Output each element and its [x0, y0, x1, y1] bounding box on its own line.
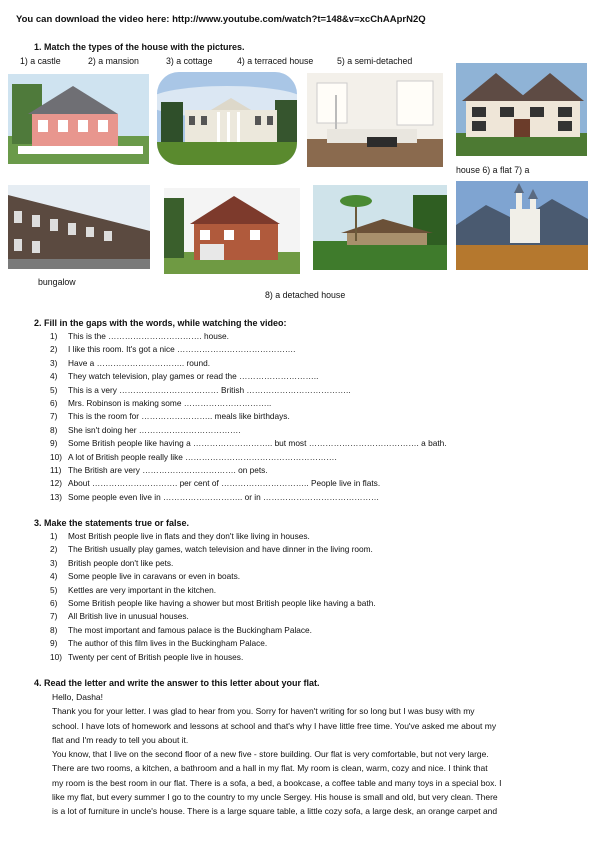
- option-terraced-house: 4) a terraced house: [237, 56, 314, 66]
- list-item: 3) British people don't like pets.: [50, 557, 174, 568]
- letter-line: flat and I'm ready to tell you about it.: [52, 734, 189, 745]
- list-item: 11) The British are very ……………………………. on pets.: [50, 465, 268, 476]
- picture-semi-detached-house: [456, 63, 587, 156]
- option-flat-bungalow-tail: house 6) a flat 7) a: [456, 165, 530, 175]
- list-item: 2) I like this room. It's got a nice …………………………………….: [50, 344, 296, 355]
- option-bungalow: bungalow: [38, 277, 76, 287]
- list-item: 7) All British live in unusual houses.: [50, 611, 189, 622]
- list-item: 3) Have a ………………………….. round.: [50, 357, 211, 368]
- task2-title: 2. Fill in the gaps with the words, while watching the video:: [34, 318, 287, 328]
- picture-flat-interior: [307, 73, 443, 167]
- letter-line: school. I have lots of homework and lessons at school and that's why I have little free time. You've asked me about my: [52, 720, 497, 731]
- task2-list: [50, 330, 447, 504]
- option-detached-house: 8) a detached house: [265, 290, 346, 300]
- picture-bungalow: [313, 185, 447, 270]
- letter-line: You know, that I live on the second floor of a new five - store building. Our flat is very comfortable, but not very large.: [52, 749, 489, 760]
- list-item: 2) The British usually play games, watch television and have dinner in the living room.: [50, 544, 373, 555]
- list-item: 12) About …………………………. per cent of ………………………….. People live in flats.: [50, 478, 381, 489]
- letter-greeting: Hello, Dasha!: [52, 692, 104, 702]
- list-item: 4) They watch television, play games or read the ………………………..: [50, 371, 319, 382]
- list-item: 5) This is a very ……………………………… British ………………………………..: [50, 384, 351, 395]
- list-item: 1) Most British people live in flats and they don't like living in houses.: [50, 531, 310, 541]
- list-item: 9) Some British people like having a ……………………….. but most …………………………………. a bath.: [50, 438, 447, 449]
- task1-title: 1. Match the types of the house with the pictures.: [34, 42, 245, 52]
- picture-castle: [456, 181, 588, 270]
- letter-line: There are two rooms, a kitchen, a bathroom and a hall in my flat. My room is clean, warm, cozy and nice. I think that: [52, 763, 488, 774]
- task3-title: 3. Make the statements true or false.: [34, 518, 190, 528]
- list-item: 8) The most important and famous palace is the Buckingham Palace.: [50, 624, 312, 635]
- list-item: 6) Mrs. Robinson is making some …………………………..: [50, 398, 272, 409]
- option-mansion: 2) a mansion: [88, 56, 139, 66]
- letter-line: my room is the best room in our flat. There is a sofa, a bed, a bookcase, a coffee table and many toys in a special box. I: [52, 777, 502, 788]
- list-item: 10) Twenty per cent of British people live in houses.: [50, 651, 244, 662]
- letter-line: is a lot of furniture in uncle's house. There is a large square table, a little cozy sofa, a large desk, an orange carpet and: [52, 806, 498, 817]
- picture-terraced-houses: [8, 185, 150, 269]
- list-item: 13) Some people even live in ……………………….. or in ……………………………………: [50, 491, 380, 502]
- picture-cottage: [8, 74, 149, 164]
- list-item: 5) Kettles are very important in the kitchen.: [50, 584, 217, 595]
- list-item: 6) Some British people like having a shower but most British people like having a bath.: [50, 598, 376, 609]
- task4-title: 4. Read the letter and write the answer to this letter about your flat.: [34, 678, 320, 688]
- letter-body: [52, 690, 595, 819]
- letter-line: Thank you for your letter. I was glad to hear from you. Sorry for haven't writing for so long but I was busy with my: [52, 706, 475, 717]
- option-semi-detached: 5) a semi-detached: [337, 56, 413, 66]
- option-cottage: 3) a cottage: [166, 56, 213, 66]
- list-item: 1) This is the ……………………………. house.: [50, 331, 229, 341]
- list-item: 8) She isn't doing her ……………………………….: [50, 424, 241, 435]
- picture-mansion: [157, 72, 297, 165]
- task3-list: [50, 530, 376, 664]
- picture-detached-house: [164, 188, 300, 274]
- list-item: 9) The author of this film lives in the Buckingham Palace.: [50, 638, 268, 649]
- letter-line: like my flat, but every summer I go to the country to my uncle Sergey. His house is small and old, but very clean. There: [52, 792, 498, 803]
- list-item: 10) A lot of British people really like ……………………………………………….: [50, 451, 337, 462]
- video-url-line: You can download the video here: http://www.youtube.com/watch?t=148&v=xcChAAprN2Q: [16, 14, 426, 25]
- list-item: 4) Some people live in caravans or even in boats.: [50, 571, 241, 582]
- option-castle: 1) a castle: [20, 56, 61, 66]
- list-item: 7) This is the room for …………………….. meals like birthdays.: [50, 411, 290, 422]
